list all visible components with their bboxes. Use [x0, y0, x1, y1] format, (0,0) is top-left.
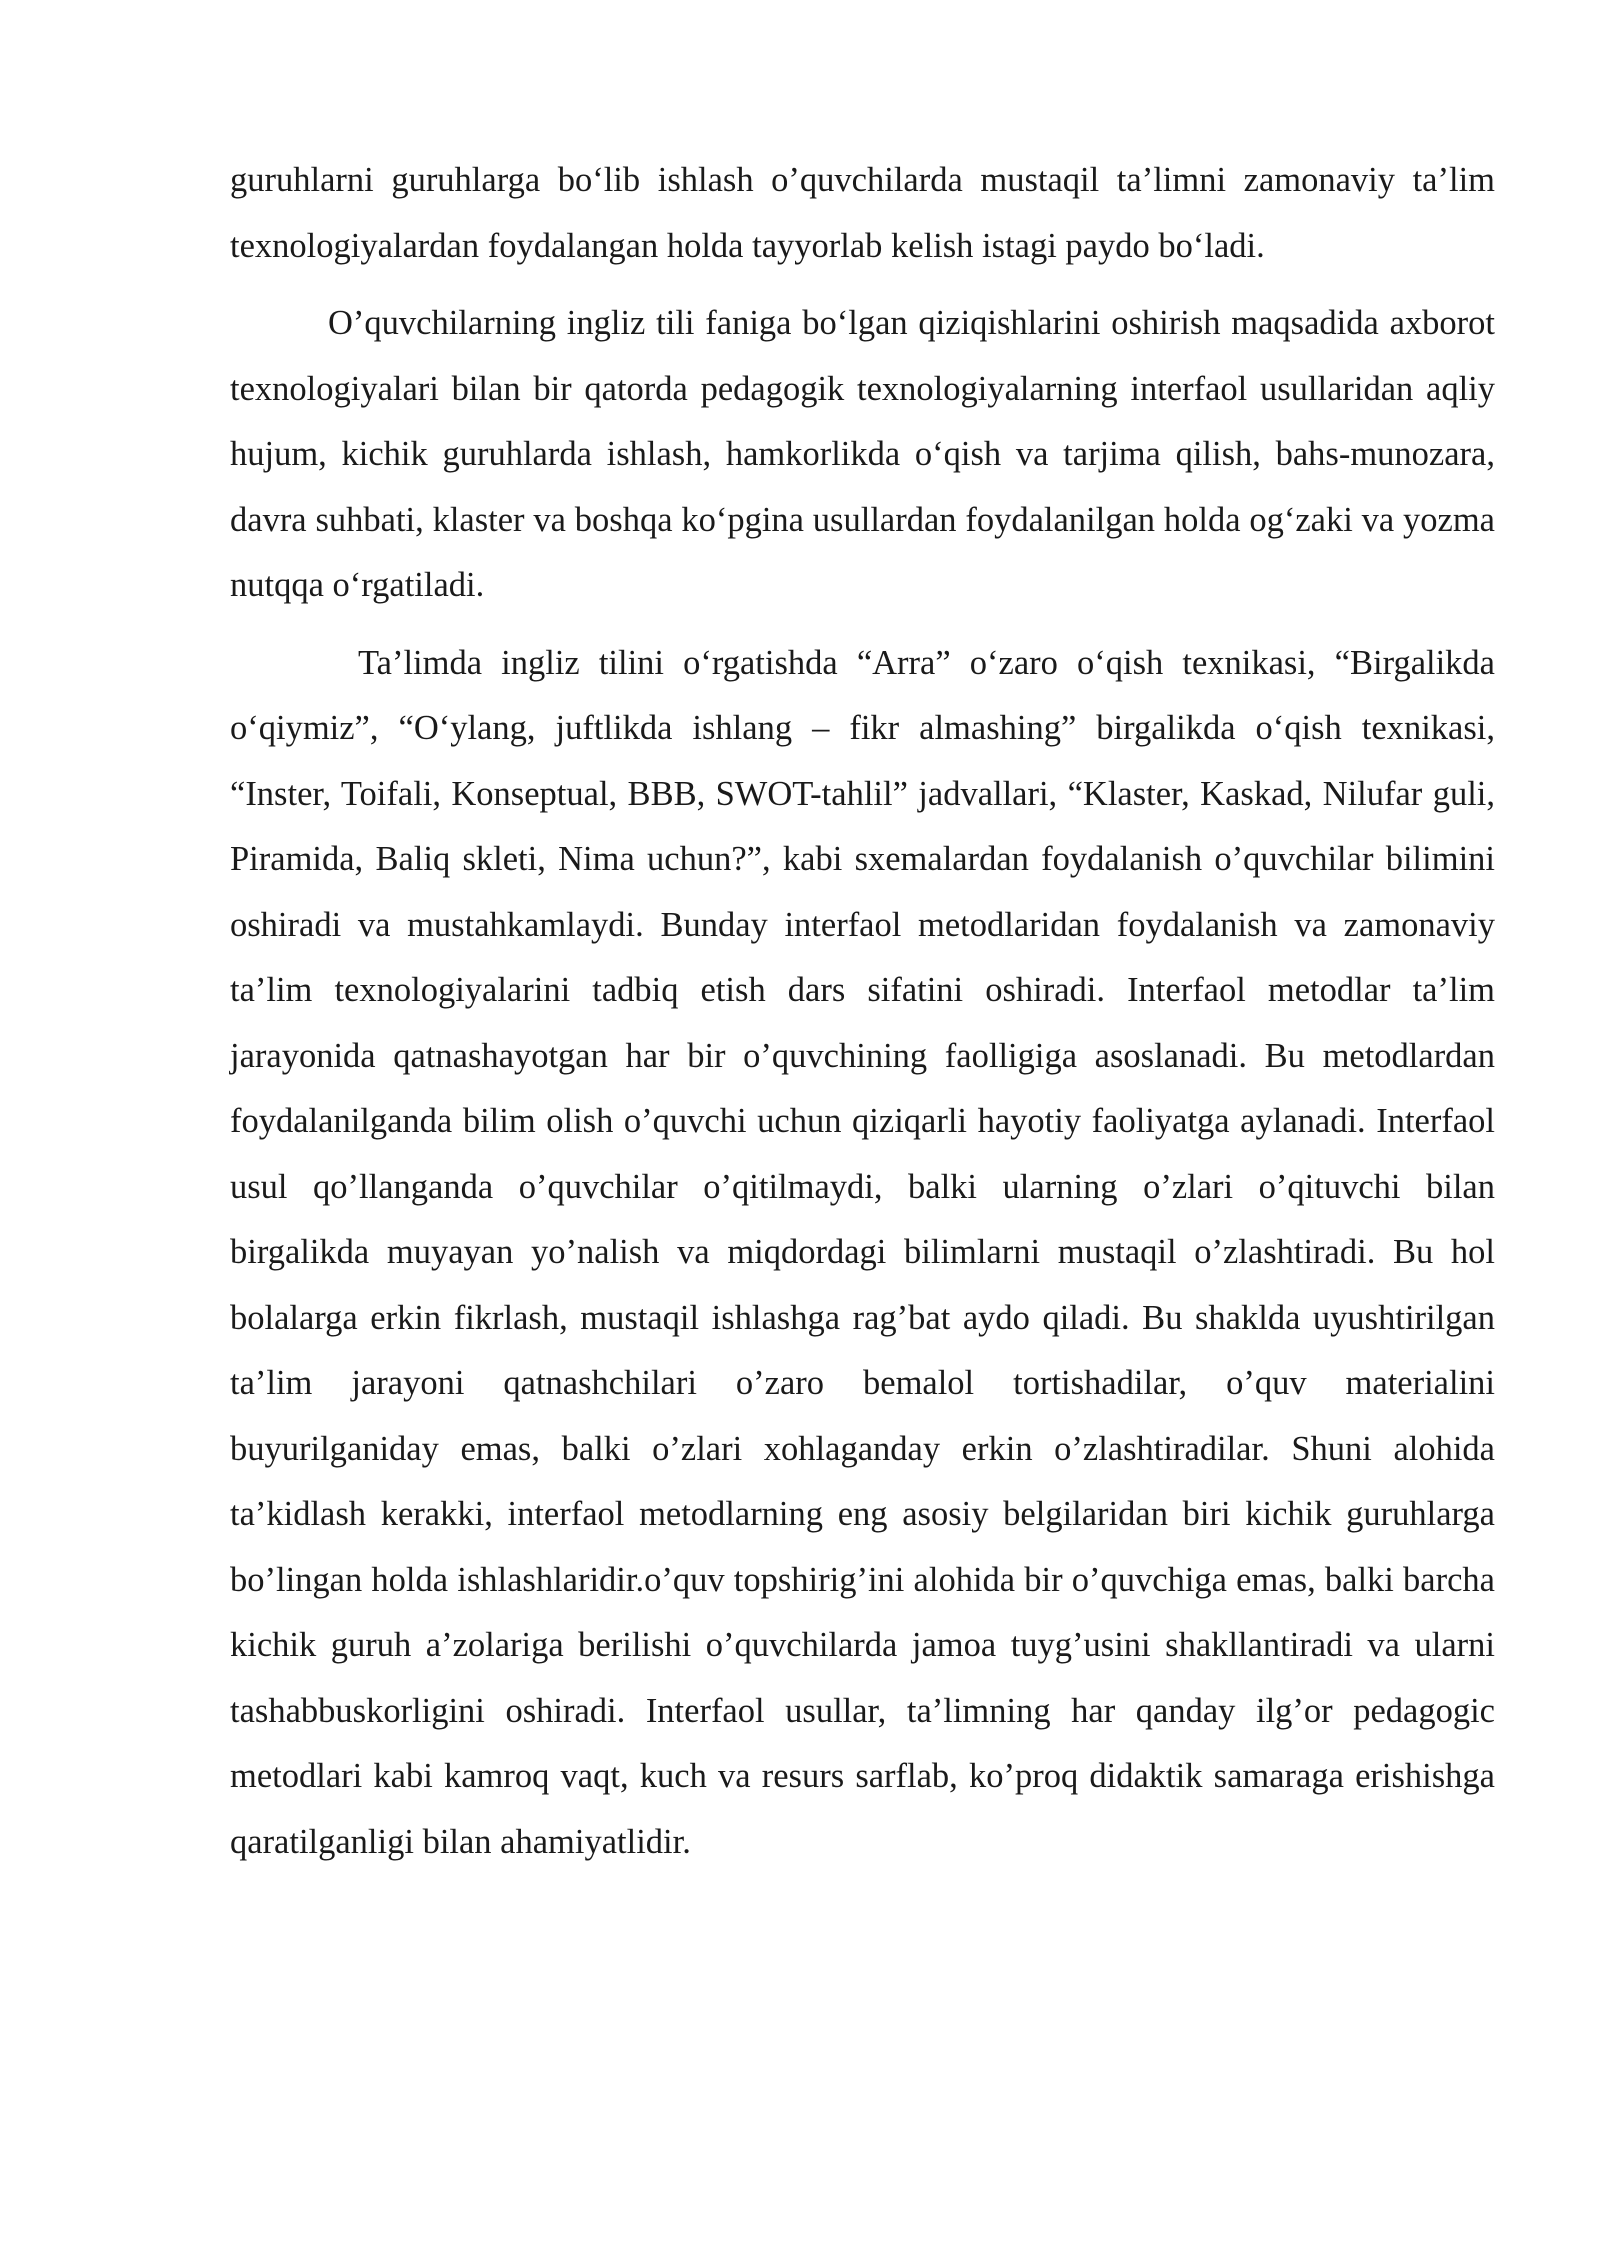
document-body: [230, 148, 1495, 1887]
paragraph-interest: O’quvchilarning ingliz tili faniga bo‘lgan qiziqishlarini oshirish maqsadida axborot texnologiyalari bilan bir qatorda pedagogik texnologiyalarning interfaol usullaridan aqliy hujum, kichik guruhlarda ishlash, hamkorlikda o‘qish va tarjima qilish, bahs-munozara, davra suhbati, klaster va boshqa ko‘pgina usullardan foydalanilgan holda og‘zaki va yozma nutqqa o‘rgatiladi.: [230, 304, 1495, 604]
paragraph-continuation: guruhlarni guruhlarga bo‘lib ishlash o’quvchilarda mustaqil ta’limni zamonaviy ta’lim texnologiyalardan foydalangan holda tayyorlab kelish istagi paydo bo‘ladi.: [230, 161, 1495, 265]
paragraph-interactive-methods: Ta’limda ingliz tilini o‘rgatishda “Arra” o‘zaro o‘qish texnikasi, “Birgalikda o‘qiymiz”, “O‘ylang, juftlikda ishlang – fikr almashing” birgalikda o‘qish texnikasi, “Inster, Toifali, Konseptual, BBB, SWOT-tahlil” jadvallari, “Klaster, Kaskad, Nilufar guli, Piramida, Baliq skleti, Nima uchun?”, kabi sxemalardan foydalanish o’quvchilar bilimini oshiradi va mustahkamlaydi. Bunday interfaol metodlaridan foydalanish va zamonaviy ta’lim texnologiyalarini tadbiq etish dars sifatini oshiradi. Interfaol metodlar ta’lim jarayonida qatnashayotgan har bir o’quvchining faolligiga asoslanadi. Bu metodlardan foydalanilganda bilim olish o’quvchi uchun qiziqarli hayotiy faoliyatga aylanadi. Interfaol usul qo’llanganda o’quvchilar o’qitilmaydi, balki ularning o’zlari o’qituvchi bilan birgalikda muyayan yo’nalish va miqdordagi bilimlarni mustaqil o’zlashtiradi. Bu hol bolalarga erkin fikrlash, mustaqil ishlashga rag’bat aydo qiladi. Bu shaklda uyushtirilgan ta’lim jarayoni qatnashchilari o’zaro bemalol tortishadilar, o’quv materialini buyurilganiday emas, balki o’zlari xohlaganday erkin o’zlashtiradilar. Shuni alohida ta’kidlash kerakki, interfaol metodlarning eng asosiy belgilaridan biri kichik guruhlarga bo’lingan holda ishlashlaridir.o’quv topshirig’ini alohida bir o’quvchiga emas, balki barcha kichik guruh a’zolariga berilishi o’quvchilarda jamoa tuyg’usini shakllantiradi va ularni tashabbuskorligini oshiradi. Interfaol usullar, ta’limning har qanday ilg’or pedagogic metodlari kabi kamroq vaqt, kuch va resurs sarflab, ko’proq didaktik samaraga erishishga qaratilganligi bilan ahamiyatlidir.: [230, 643, 1495, 1861]
